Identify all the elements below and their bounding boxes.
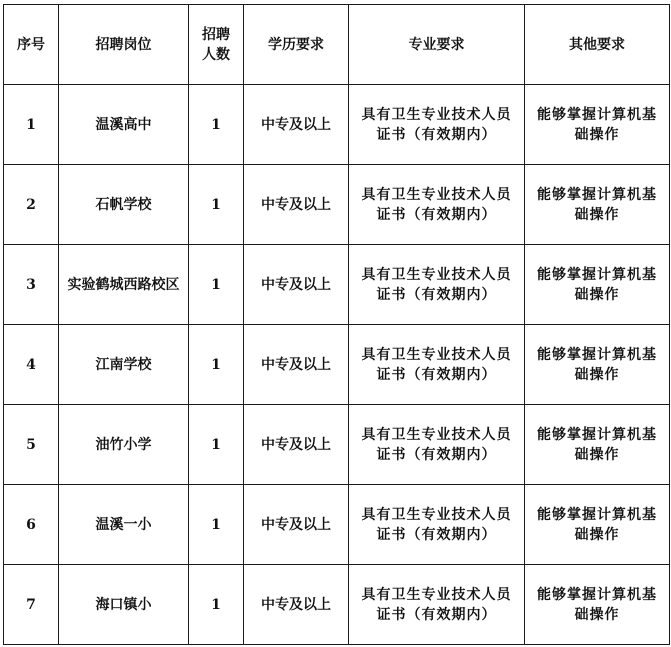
table-row — [4, 165, 670, 245]
major-text: 具有卫生专业技术人员证书（有效期内） — [361, 586, 512, 623]
seq-cell — [4, 165, 59, 245]
other-text: 能够掌握计算机基础操作 — [537, 426, 657, 463]
other-text: 能够掌握计算机基础操作 — [537, 506, 657, 543]
table-body — [4, 85, 670, 645]
education-cell — [244, 405, 349, 485]
other-text: 能够掌握计算机基础操作 — [537, 266, 657, 303]
other-cell — [525, 405, 670, 485]
education-cell — [244, 325, 349, 405]
major-cell — [349, 405, 525, 485]
seq-text: 2 — [26, 196, 36, 213]
count-cell — [189, 565, 244, 645]
header-count-label: 招聘人数 — [202, 26, 230, 63]
other-cell — [525, 485, 670, 565]
header-seq: 序号 — [4, 5, 59, 85]
major-cell — [349, 165, 525, 245]
count-cell — [189, 405, 244, 485]
education-cell — [244, 85, 349, 165]
position-text: 温溪一小 — [95, 516, 152, 533]
table-header — [4, 5, 670, 85]
header-education: 学历要求 — [244, 5, 349, 85]
position-text: 油竹小学 — [95, 436, 152, 453]
seq-text: 1 — [26, 116, 36, 133]
recruitment-table — [3, 4, 670, 645]
other-cell — [525, 85, 670, 165]
table-row — [4, 485, 670, 565]
major-cell — [349, 485, 525, 565]
other-text: 能够掌握计算机基础操作 — [537, 586, 657, 623]
count-text: 1 — [211, 516, 221, 533]
other-cell — [525, 325, 670, 405]
table-row — [4, 325, 670, 405]
seq-text: 7 — [26, 596, 36, 613]
seq-text: 5 — [26, 436, 36, 453]
count-cell — [189, 165, 244, 245]
seq-cell — [4, 405, 59, 485]
position-text: 温溪高中 — [95, 116, 152, 133]
position-cell — [59, 85, 189, 165]
education-text: 中专及以上 — [261, 276, 331, 293]
table-row — [4, 405, 670, 485]
major-text: 具有卫生专业技术人员证书（有效期内） — [361, 346, 512, 383]
education-text: 中专及以上 — [261, 436, 331, 453]
position-cell — [59, 565, 189, 645]
header-position: 招聘岗位 — [59, 5, 189, 85]
education-text: 中专及以上 — [261, 516, 331, 533]
education-cell — [244, 245, 349, 325]
education-cell — [244, 165, 349, 245]
count-cell — [189, 245, 244, 325]
header-major: 专业要求 — [349, 5, 525, 85]
count-text: 1 — [211, 356, 221, 373]
count-text: 1 — [211, 196, 221, 213]
major-text: 具有卫生专业技术人员证书（有效期内） — [361, 426, 512, 463]
major-cell — [349, 325, 525, 405]
seq-cell — [4, 565, 59, 645]
position-cell — [59, 325, 189, 405]
table-row — [4, 245, 670, 325]
count-text: 1 — [211, 116, 221, 133]
major-text: 具有卫生专业技术人员证书（有效期内） — [361, 266, 512, 303]
seq-text: 6 — [26, 516, 36, 533]
count-cell — [189, 485, 244, 565]
table-row — [4, 565, 670, 645]
other-text: 能够掌握计算机基础操作 — [537, 106, 657, 143]
major-text: 具有卫生专业技术人员证书（有效期内） — [361, 106, 512, 143]
seq-text: 3 — [26, 276, 36, 293]
major-cell — [349, 245, 525, 325]
major-cell — [349, 85, 525, 165]
education-cell — [244, 565, 349, 645]
count-text: 1 — [211, 596, 221, 613]
position-text: 石帆学校 — [95, 196, 152, 213]
count-text: 1 — [211, 436, 221, 453]
count-text: 1 — [211, 276, 221, 293]
table-row — [4, 85, 670, 165]
header-count — [189, 5, 244, 85]
other-cell — [525, 565, 670, 645]
other-text: 能够掌握计算机基础操作 — [537, 186, 657, 223]
seq-text: 4 — [26, 356, 36, 373]
other-text: 能够掌握计算机基础操作 — [537, 346, 657, 383]
position-text: 实验鹤城西路校区 — [67, 276, 180, 293]
position-cell — [59, 245, 189, 325]
major-cell — [349, 565, 525, 645]
position-cell — [59, 485, 189, 565]
other-cell — [525, 165, 670, 245]
count-cell — [189, 325, 244, 405]
position-cell — [59, 165, 189, 245]
count-cell — [189, 85, 244, 165]
position-text: 江南学校 — [95, 356, 152, 373]
seq-cell — [4, 245, 59, 325]
education-text: 中专及以上 — [261, 356, 331, 373]
seq-cell — [4, 325, 59, 405]
header-other: 其他要求 — [525, 5, 670, 85]
header-row — [4, 5, 670, 85]
seq-cell — [4, 485, 59, 565]
education-text: 中专及以上 — [261, 116, 331, 133]
major-text: 具有卫生专业技术人员证书（有效期内） — [361, 506, 512, 543]
position-cell — [59, 405, 189, 485]
education-text: 中专及以上 — [261, 596, 331, 613]
seq-cell — [4, 85, 59, 165]
other-cell — [525, 245, 670, 325]
position-text: 海口镇小 — [95, 596, 152, 613]
major-text: 具有卫生专业技术人员证书（有效期内） — [361, 186, 512, 223]
education-cell — [244, 485, 349, 565]
education-text: 中专及以上 — [261, 196, 331, 213]
